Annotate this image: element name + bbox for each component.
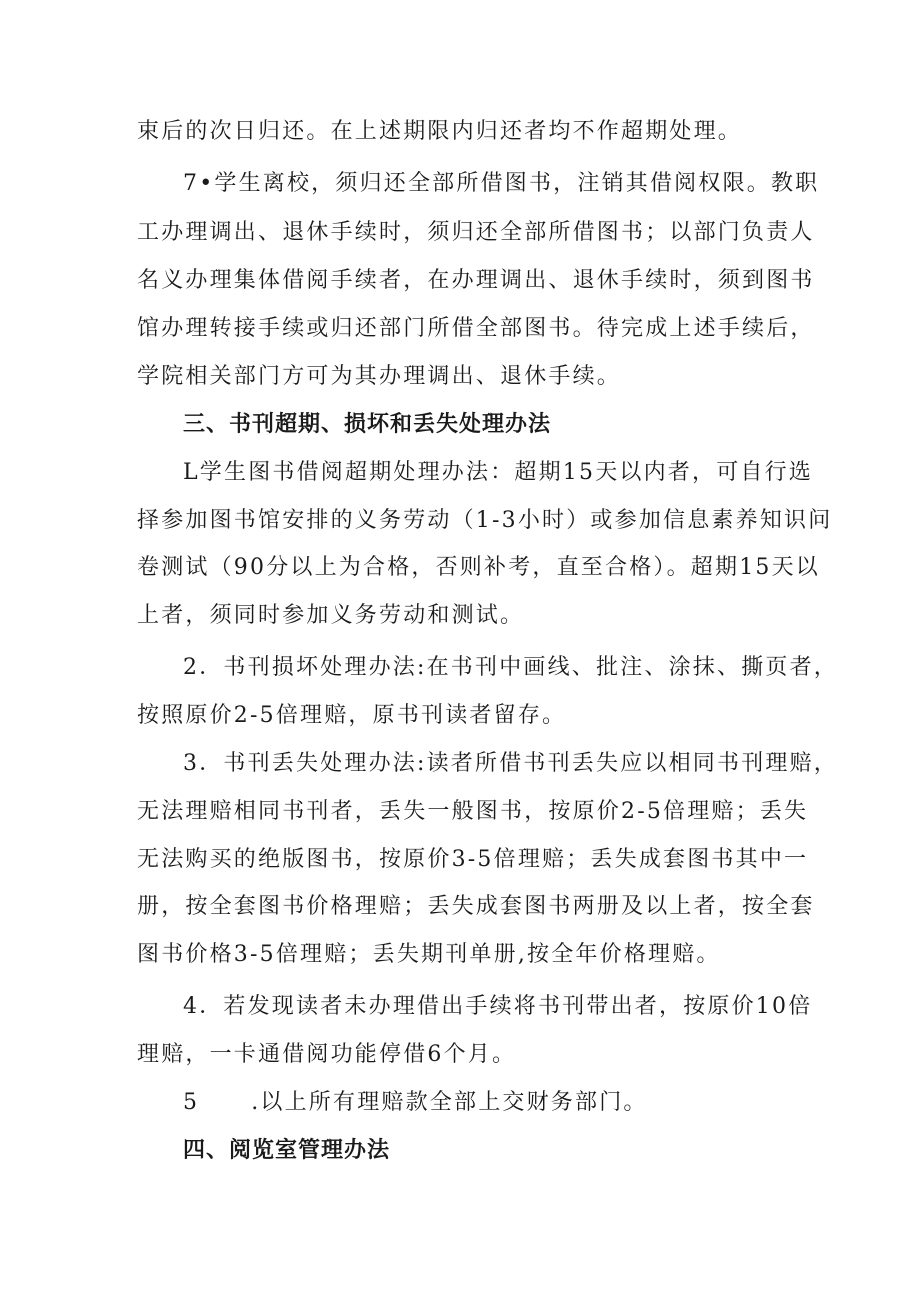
list-text: .以上所有理赔款全部上交财务部门。 bbox=[251, 1090, 648, 1115]
text-line: 工办理调出、退休手续时，须归还全部所借图书；以部门负责人 bbox=[137, 220, 815, 245]
text-line: 学院相关部门方可为其办理调出、退休手续。 bbox=[137, 364, 622, 389]
text-line: 图书价格3-5倍理赔；丢失期刊单册,按全年价格理赔。 bbox=[137, 942, 721, 967]
text-line: 束后的次日归还。在上述期限内归还者均不作超期处理。 bbox=[137, 119, 743, 144]
text-line: 册，按全套图书价格理赔；丢失成套图书两册及以上者，按全套 bbox=[137, 894, 815, 919]
text-line: 按照原价2-5倍理赔，原书刊读者留存。 bbox=[137, 703, 567, 728]
text-line: 无法理赔相同书刊者，丢失一般图书，按原价2-5倍理赔；丢失 bbox=[137, 799, 809, 824]
text-line: 馆办理转接手续或归还部门所借全部图书。待完成上述手续后， bbox=[137, 316, 815, 341]
text-line: 2．书刊损坏处理办法:在书刊中画线、批注、涂抹、撕页者， bbox=[183, 655, 839, 680]
text-line: 4．若发现读者未办理借出手续将书刊带出者，按原价10倍 bbox=[183, 994, 813, 1019]
text-line: L学生图书借阅超期处理办法：超期15天以内者，可自行选 bbox=[183, 460, 814, 485]
text-line: 卷测试（90分以上为合格，否则补考，直至合格）。超期15天以 bbox=[137, 555, 820, 580]
text-line: 择参加图书馆安排的义务劳动（1-3小时）或参加信息素养知识问 bbox=[137, 508, 833, 533]
section-heading: 三、书刊超期、损坏和丢失处理办法 bbox=[183, 412, 552, 437]
text-line: 名义办理集体借阅手续者，在办理调出、退休手续时，须到图书 bbox=[137, 268, 815, 293]
text-line: 无法购买的绝版图书，按原价3-5倍理赔；丢失成套图书其中一 bbox=[137, 847, 809, 872]
text-line bbox=[183, 1088, 797, 1118]
section-heading: 四、阅览室管理办法 bbox=[183, 1138, 391, 1163]
text-line: 理赔，一卡通借阅功能停借6个月。 bbox=[137, 1042, 517, 1067]
text-line: 3．书刊丢失处理办法:读者所借书刊丢失应以相同书刊理赔， bbox=[183, 751, 839, 776]
text-line: 上者，须同时参加义务劳动和测试。 bbox=[137, 603, 525, 628]
text-line: 7•学生离校，须归还全部所借图书，注销其借阅权限。教职 bbox=[183, 171, 820, 196]
list-number: 5 bbox=[183, 1090, 200, 1115]
